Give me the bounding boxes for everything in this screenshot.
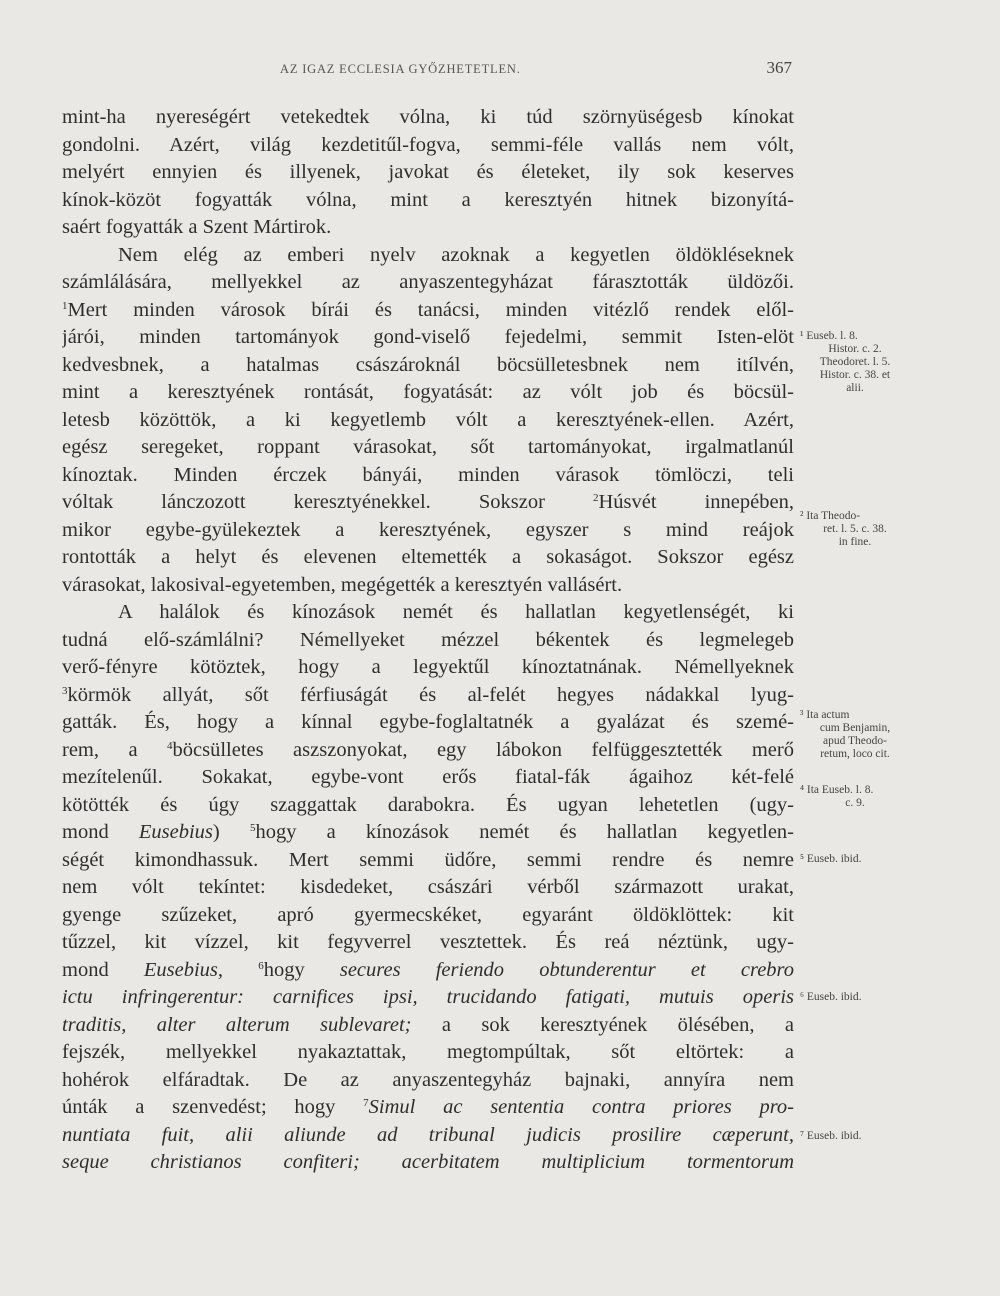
text-line (62, 132, 794, 160)
text-line (62, 627, 794, 655)
text-line (62, 709, 794, 737)
margin-note-line: cum Benjamin, (819, 722, 891, 734)
margin-note-line: ² Ita Theodo- (800, 510, 861, 522)
text-segment: A halálok és kínozások nemét és hallatlan kegyetlenségét, ki (118, 601, 794, 623)
text-segment: mint-ha nyereségért vetekedtek vólna, ki túd szörnyüségesb kínokat (62, 106, 794, 128)
margin-note-line: Histor. c. 2. (828, 343, 882, 355)
text-line (62, 874, 794, 902)
text-line (62, 1012, 794, 1040)
italic-text: Eusebius (138, 821, 213, 843)
margin-note-1 (800, 330, 910, 395)
margin-note-line: Theodoret. l. 5. (819, 356, 891, 368)
footnote-marker: 4 (167, 739, 173, 752)
margin-note-line: ⁶ Euseb. ibid. (800, 991, 862, 1003)
text-segment: rem, a (62, 738, 168, 761)
italic-text: seque christianos confiteri; acerbitatem multiplicium tormentorum (62, 1151, 794, 1173)
margin-note-7 (800, 1130, 910, 1143)
text-segment: mond (62, 821, 139, 843)
text-segment: kínok-közöt fogyatták vólna, mint a keresztyén hitnek bizonyítá- (62, 188, 794, 211)
margin-note-line: ret. l. 5. c. 38. (823, 523, 887, 535)
text-line (62, 737, 794, 765)
page-header (280, 58, 800, 82)
text-segment: böcsülletes aszszonyokat, egy lábokon felfüggesztették merő (172, 738, 794, 761)
margin-note-line: ³ Ita actum (800, 709, 850, 721)
text-line (62, 544, 794, 572)
italic-text: traditis, alter alterum sublevaret; (62, 1013, 412, 1036)
text-segment: számlálására, mellyekkel az anyaszentegyházat fárasztották üldözői. (62, 271, 794, 293)
text-line (62, 324, 794, 352)
text-segment: járói, minden tartományok gond-viselő fejedelmi, semmit Isten-elöt (62, 326, 794, 348)
text-segment: verő-fényre kötöztek, hogy a legyektűl kínoztatnának. Némellyeknek (62, 656, 794, 678)
text-line (62, 517, 794, 545)
margin-note-line: in fine. (838, 536, 872, 548)
text-segment: kötötték és úgy szaggattak darabokra. És ugyan lehetetlen (ugy- (62, 793, 794, 816)
text-segment: kínoztak. Minden érczek bányái, minden várasok tömlöczi, teli (62, 463, 794, 486)
text-segment: rontották a helyt és elevenen eltemették a sokaságot. Sokszor egész (62, 546, 794, 568)
margin-note-line: ⁵ Euseb. ibid. (800, 853, 862, 865)
margin-note-line: ¹ Euseb. l. 8. (800, 330, 858, 342)
text-segment: gatták. És, hogy a kínnal egybe-foglaltatnék a gyalázat és szemé- (62, 711, 794, 733)
margin-note-line: ⁷ Euseb. ibid. (800, 1130, 862, 1142)
text-line (62, 297, 794, 325)
text-line (62, 1067, 794, 1095)
text-segment: saért fogyatták a Szent Mártirok. (62, 216, 332, 238)
margin-note-line: retum, loco cit. (820, 748, 890, 760)
margin-note-line: apud Theodo- (823, 735, 887, 747)
text-segment: a sok keresztyének ölésében, a (411, 1013, 794, 1036)
text-line (62, 462, 794, 490)
text-segment: fejszék, mellyekkel nyakaztattak, megtompúltak, sőt eltörtek: a (62, 1041, 794, 1063)
text-line (62, 352, 794, 380)
text-line (62, 379, 794, 407)
text-segment: Nem elég az emberi nyelv azoknak a kegyetlen öldökléseknek (118, 243, 794, 266)
italic-text: Simul ac sententia contra priores pro- (368, 1096, 794, 1118)
page-number: 367 (766, 58, 792, 77)
italic-text: secures feriendo obtunderentur et crebro (339, 958, 794, 981)
footnote-marker: 7 (363, 1097, 369, 1109)
text-segment: mint a keresztyének rontását, fogyatását: az vólt job és böcsül- (62, 381, 794, 403)
text-segment: várasokat, lakosival-egyetemben, megégették a keresztyén vallásért. (62, 573, 623, 596)
footnote-marker: 6 (258, 959, 264, 972)
footnote-marker: 1 (62, 299, 68, 312)
text-line (62, 159, 794, 187)
margin-note-6 (800, 991, 910, 1004)
text-segment: vóltak lánczozott keresztyénekkel. Sokszor (62, 491, 593, 513)
text-segment: Húsvét innepében, (598, 491, 794, 513)
text-line (62, 489, 794, 517)
main-text-column (62, 104, 794, 1177)
text-segment: mond (62, 958, 144, 981)
margin-note-5 (800, 853, 910, 866)
footnote-marker: 5 (249, 822, 256, 834)
margin-note-line: ⁴ Ita Euseb. l. 8. (800, 784, 874, 796)
text-segment: melyért ennyien és illyenek, javokat és életeket, ily sok keserves (62, 161, 794, 183)
margin-note-line: alii. (846, 382, 864, 394)
text-line (62, 929, 794, 957)
text-line (62, 572, 794, 600)
text-segment: tűzzel, kit vízzel, kit fegyverrel vesztettek. És reá néztünk, ugy- (62, 931, 794, 953)
text-line (62, 407, 794, 435)
text-segment: nem vólt tekíntet: kisdedeket, császári vérből származott urakat, (62, 876, 794, 898)
italic-text: Eusebius, (143, 958, 224, 981)
text-segment: mikor egybe-gyülekeztek a keresztyének, egyszer s mind reájok (62, 518, 794, 541)
text-line (62, 1039, 794, 1067)
text-segment: letesb közöttök, a ki kegyetlemb vólt a keresztyének-ellen. Azért, (62, 408, 794, 431)
text-line (62, 242, 794, 270)
margin-note-3 (800, 709, 910, 761)
text-segment: hogy a kínozások nemét és hallatlan kegyetlen- (255, 821, 794, 843)
running-title: AZ IGAZ ECCLESIA GYŐZHETETLEN. (280, 62, 521, 76)
text-segment: körmök allyát, sőt férfiuságát és al-felét hegyes nádakkal lyug- (67, 683, 794, 706)
text-line (62, 819, 794, 847)
text-line (62, 187, 794, 215)
text-line (62, 902, 794, 930)
text-segment: ségét kimondhassuk. Mert semmi üdőre, semmi rendre és nemre (62, 848, 794, 871)
text-line (62, 792, 794, 820)
text-segment: mezítelenűl. Sokakat, egybe-vont erős fiatal-fák ágaihoz két-felé (62, 766, 794, 788)
text-segment: hohérok elfáradtak. De az anyaszentegyház bajnaki, annyíra nem (62, 1068, 794, 1091)
text-line (62, 1122, 794, 1150)
footnote-marker: 3 (62, 684, 68, 697)
text-segment (223, 959, 258, 981)
text-segment: kedvesbnek, a hatalmas császároknál böcsülletesbnek nem itílvén, (62, 353, 794, 376)
text-segment: gyenge szűzeket, apró gyermecskéket, egyaránt öldöklöttek: kit (62, 903, 794, 926)
italic-text: nuntiata fuit, alii aliunde ad tribunal judicis prosilire cæperunt, (62, 1123, 794, 1146)
text-line (62, 269, 794, 297)
text-segment: tudná elő-számlálni? Némellyeket mézzel békentek és legmelegeb (62, 628, 794, 651)
text-line (62, 1094, 794, 1122)
text-segment: hogy (263, 958, 340, 981)
text-segment: ) (212, 821, 250, 843)
margin-note-4 (800, 784, 910, 810)
text-line (62, 764, 794, 792)
margin-note-2 (800, 510, 910, 549)
margin-note-line: c. 9. (845, 797, 865, 809)
margin-note-line: Histor. c. 38. et (819, 369, 891, 381)
footnote-marker: 2 (592, 492, 599, 504)
text-segment: Mert minden városok bírái és tanácsi, minden vitézlő rendek elől- (67, 298, 794, 321)
text-line (62, 214, 794, 242)
italic-text: ictu infringerentur: carnifices ipsi, trucidando fatigati, mutuis operis (62, 986, 794, 1008)
text-line (62, 104, 794, 132)
text-line (62, 599, 794, 627)
text-line (62, 682, 794, 710)
text-line (62, 434, 794, 462)
text-line (62, 847, 794, 875)
text-segment: únták a szenvedést; hogy (62, 1096, 364, 1118)
text-line (62, 1149, 794, 1177)
text-line (62, 984, 794, 1012)
text-segment: egész seregeket, roppant várasokat, sőt tartományokat, irgalmatlanúl (62, 436, 794, 458)
text-line (62, 957, 794, 985)
text-segment: gondolni. Azért, világ kezdetitűl-fogva, semmi-féle vallás nem vólt, (62, 133, 794, 156)
text-line (62, 654, 794, 682)
